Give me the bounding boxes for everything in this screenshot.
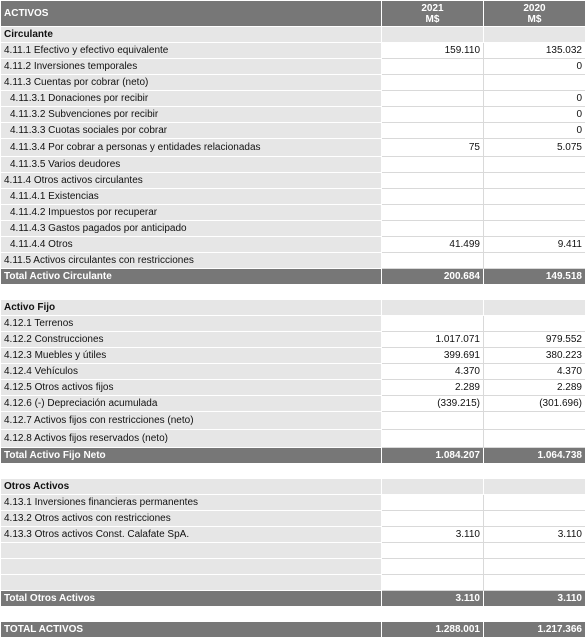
value-2021: 399.691 (382, 348, 484, 364)
table-row (1, 189, 585, 205)
table-row (1, 237, 585, 253)
value-2021: 2.289 (382, 380, 484, 396)
spacer-cell (382, 607, 484, 622)
value-2021: 41.499 (382, 237, 484, 253)
spacer-row (1, 464, 585, 479)
table-row (1, 495, 585, 511)
row-label: 4.12.5 Otros activos fijos (1, 380, 382, 396)
table-row (1, 332, 585, 348)
value-2020: 380.223 (484, 348, 585, 364)
row-label: 4.12.7 Activos fijos con restricciones (neto) (1, 412, 382, 430)
value-2020 (484, 173, 585, 189)
value-2020: 0 (484, 107, 585, 123)
unit-2021: M$ (385, 14, 480, 25)
value-2020: 0 (484, 123, 585, 139)
value-2020 (484, 559, 585, 575)
value-2020 (484, 543, 585, 559)
row-label: 4.11.3.5 Varios deudores (1, 157, 382, 173)
grand-total-row (1, 622, 585, 638)
value-2021: 3.110 (382, 527, 484, 543)
row-label: 4.11.3.4 Por cobrar a personas y entidades relacionadas (1, 139, 382, 157)
row-label (1, 559, 382, 575)
value-2020: 0 (484, 59, 585, 75)
row-label: 4.12.6 (-) Depreciación acumulada (1, 396, 382, 412)
table-row (1, 527, 585, 543)
row-label: 4.11.2 Inversiones temporales (1, 59, 382, 75)
value-2020: 3.110 (484, 527, 585, 543)
row-label: 4.12.8 Activos fijos reservados (neto) (1, 430, 382, 448)
header-row (1, 1, 585, 27)
row-label: 4.11.3.1 Donaciones por recibir (1, 91, 382, 107)
table-row (1, 123, 585, 139)
spacer-row (1, 607, 585, 622)
table-row (1, 543, 585, 559)
row-label: 4.11.3 Cuentas por cobrar (neto) (1, 75, 382, 91)
total-otros (1, 591, 585, 607)
value-2021 (382, 75, 484, 91)
spacer-cell (484, 285, 585, 300)
row-label: 4.11.4.2 Impuestos por recuperar (1, 205, 382, 221)
value-2021 (382, 91, 484, 107)
table-row (1, 364, 585, 380)
row-label: 4.13.2 Otros activos con restricciones (1, 511, 382, 527)
section-cell-2020 (484, 300, 585, 316)
table-row (1, 348, 585, 364)
table-row (1, 139, 585, 157)
row-label (1, 575, 382, 591)
total-fijo (1, 448, 585, 464)
value-2020 (484, 575, 585, 591)
table-row (1, 412, 585, 430)
spacer-row (1, 285, 585, 300)
section-title: Circulante (1, 27, 382, 43)
value-2020: 5.075 (484, 139, 585, 157)
row-label: 4.13.3 Otros activos Const. Calafate SpA. (1, 527, 382, 543)
total-label: TOTAL ACTIVOS (1, 622, 382, 638)
value-2021: 4.370 (382, 364, 484, 380)
section-cell-2020 (484, 479, 585, 495)
header-title: ACTIVOS (1, 1, 382, 27)
table-row (1, 173, 585, 189)
spacer-cell (382, 285, 484, 300)
row-label: 4.11.3.2 Subvenciones por recibir (1, 107, 382, 123)
value-2021: (339.215) (382, 396, 484, 412)
value-2020: 9.411 (484, 237, 585, 253)
row-label: 4.11.1 Efectivo y efectivo equivalente (1, 43, 382, 59)
table-row (1, 430, 585, 448)
value-2021 (382, 430, 484, 448)
value-2021: 159.110 (382, 43, 484, 59)
value-2020 (484, 205, 585, 221)
value-2021 (382, 412, 484, 430)
value-2020 (484, 316, 585, 332)
value-2020 (484, 157, 585, 173)
table-row (1, 559, 585, 575)
value-2020 (484, 253, 585, 269)
row-label: 4.11.4.3 Gastos pagados por anticipado (1, 221, 382, 237)
total-circulante (1, 269, 585, 285)
section-title: Activo Fijo (1, 300, 382, 316)
row-label: 4.12.2 Construcciones (1, 332, 382, 348)
value-2021 (382, 316, 484, 332)
value-2021 (382, 107, 484, 123)
spacer-cell (1, 285, 382, 300)
value-2020: 0 (484, 91, 585, 107)
total-value-2020: 149.518 (484, 269, 585, 285)
header-col-2020 (484, 1, 585, 27)
section-header-circulante (1, 27, 585, 43)
table-row (1, 221, 585, 237)
section-cell-2021 (382, 479, 484, 495)
table-row (1, 59, 585, 75)
table-row (1, 253, 585, 269)
value-2020 (484, 75, 585, 91)
unit-2020: M$ (487, 14, 582, 25)
value-2020 (484, 189, 585, 205)
row-label: 4.11.4.1 Existencias (1, 189, 382, 205)
value-2021 (382, 495, 484, 511)
value-2021 (382, 157, 484, 173)
value-2021 (382, 253, 484, 269)
year-2020: 2020 (487, 3, 582, 14)
value-2020: 979.552 (484, 332, 585, 348)
spacer-cell (382, 464, 484, 479)
total-label: Total Activo Circulante (1, 269, 382, 285)
spacer-cell (1, 607, 382, 622)
value-2021: 75 (382, 139, 484, 157)
value-2021 (382, 511, 484, 527)
value-2021 (382, 173, 484, 189)
value-2021 (382, 221, 484, 237)
row-label: 4.11.4.4 Otros (1, 237, 382, 253)
value-2020: 2.289 (484, 380, 585, 396)
section-title: Otros Activos (1, 479, 382, 495)
value-2021 (382, 575, 484, 591)
value-2021 (382, 123, 484, 139)
row-label: 4.11.5 Activos circulantes con restricciones (1, 253, 382, 269)
section-cell-2021 (382, 27, 484, 43)
value-2021 (382, 205, 484, 221)
value-2021 (382, 59, 484, 75)
spacer-cell (484, 607, 585, 622)
value-2021 (382, 559, 484, 575)
table-row (1, 91, 585, 107)
total-value-2020: 1.064.738 (484, 448, 585, 464)
value-2020: 4.370 (484, 364, 585, 380)
value-2021 (382, 543, 484, 559)
table-row (1, 75, 585, 91)
table-row (1, 205, 585, 221)
section-header-otros (1, 479, 585, 495)
table-row (1, 575, 585, 591)
table-row (1, 396, 585, 412)
header-col-2021 (382, 1, 484, 27)
table-row (1, 107, 585, 123)
value-2020: (301.696) (484, 396, 585, 412)
value-2021: 1.017.071 (382, 332, 484, 348)
table-row (1, 316, 585, 332)
total-value-2021: 200.684 (382, 269, 484, 285)
spacer-cell (484, 464, 585, 479)
section-cell-2020 (484, 27, 585, 43)
row-label: 4.11.3.3 Cuotas sociales por cobrar (1, 123, 382, 139)
value-2020 (484, 412, 585, 430)
row-label: 4.12.3 Muebles y útiles (1, 348, 382, 364)
row-label: 4.12.1 Terrenos (1, 316, 382, 332)
total-value-2020: 1.217.366 (484, 622, 585, 638)
total-label: Total Activo Fijo Neto (1, 448, 382, 464)
total-value-2021: 1.084.207 (382, 448, 484, 464)
section-cell-2021 (382, 300, 484, 316)
value-2020 (484, 495, 585, 511)
spacer-cell (1, 464, 382, 479)
table-row (1, 380, 585, 396)
total-value-2021: 3.110 (382, 591, 484, 607)
table-row (1, 511, 585, 527)
total-value-2020: 3.110 (484, 591, 585, 607)
value-2020: 135.032 (484, 43, 585, 59)
year-2021: 2021 (385, 3, 480, 14)
row-label (1, 543, 382, 559)
row-label: 4.11.4 Otros activos circulantes (1, 173, 382, 189)
value-2020 (484, 221, 585, 237)
section-header-fijo (1, 300, 585, 316)
value-2020 (484, 430, 585, 448)
table-row (1, 43, 585, 59)
row-label: 4.12.4 Vehículos (1, 364, 382, 380)
table-row (1, 157, 585, 173)
value-2020 (484, 511, 585, 527)
value-2021 (382, 189, 484, 205)
total-label: Total Otros Activos (1, 591, 382, 607)
row-label: 4.13.1 Inversiones financieras permanentes (1, 495, 382, 511)
total-value-2021: 1.288.001 (382, 622, 484, 638)
